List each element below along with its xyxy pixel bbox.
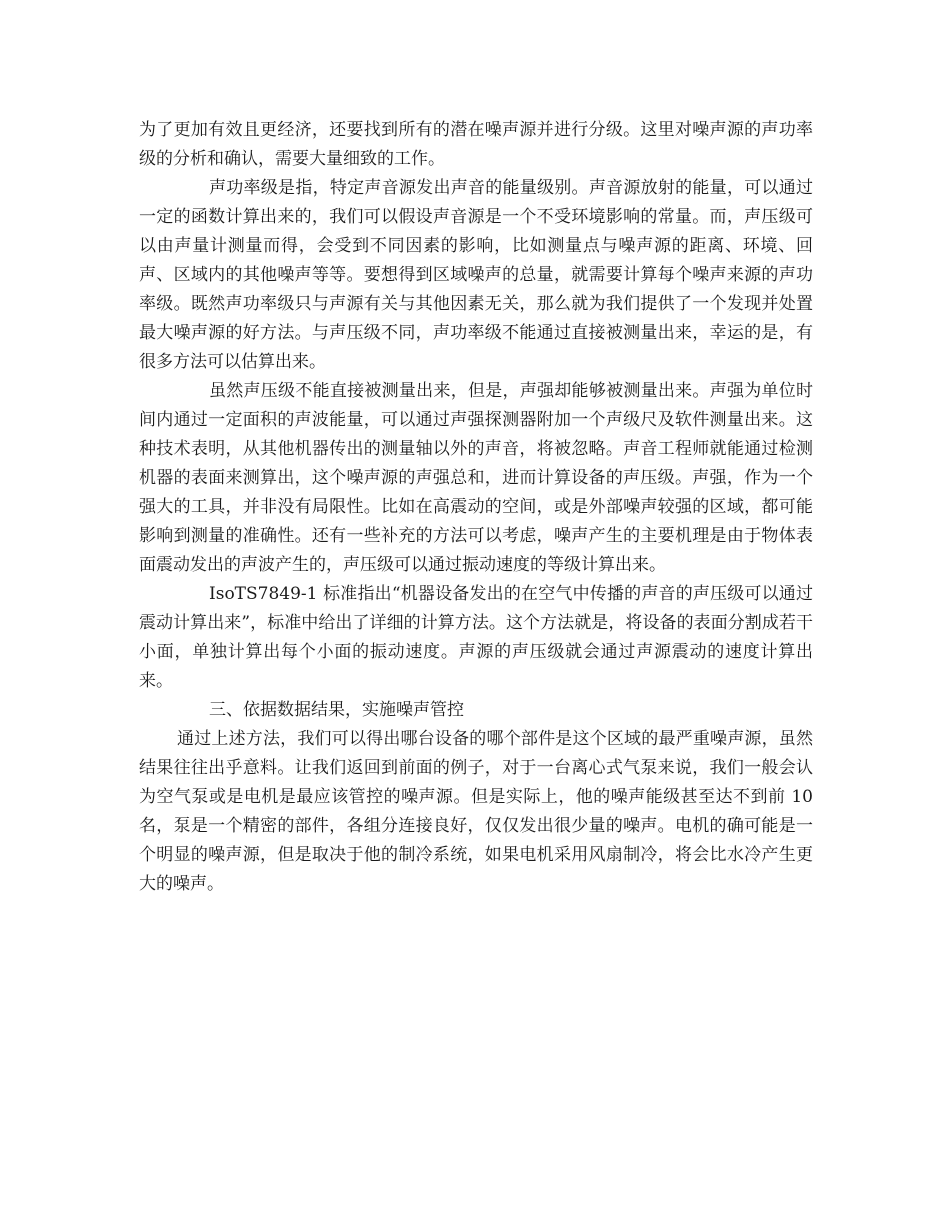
paragraph-noise-control-example: 通过上述方法，我们可以得出哪台设备的哪个部件是这个区域的最严重噪声源，虽然结果往往出乎意料。让我们返回到前面的例子，对于一台离心式气泵来说，我们一般会认为空气泵或是电机是最应该管控的噪声源。但是实际上，他的噪声能级甚至达不到前 10 名，泵是一个精密的部件，各组分连接良好，仅仅发出很少量的噪声。电机的确可能是一个明显的噪声源，但是取决于他的制冷系统，如果电机采用风扇制冷，将会比水冷产生更大的噪声。 <box>139 729 813 894</box>
document-body <box>139 116 813 899</box>
paragraph-sound-intensity: 虽然声压级不能直接被测量出来，但是，声强却能够被测量出来。声强为单位时间内通过一定面积的声波能量，可以通过声强探测器附加一个声级尺及软件测量出来。这种技术表明，从其他机器传出的测量轴以外的声音，将被忽略。声音工程师就能通过检测机器的表面来测算出，这个噪声源的声强总和，进而计算设备的声压级。声强，作为一个强大的工具，并非没有局限性。比如在高震动的空间，或是外部噪声较强的区域，都可能影响到测量的准确性。还有一些补充的方法可以考虑，噪声产生的主要机理是由于物体表面震动发出的声波产生的，声压级可以通过振动速度的等级计算出来。 <box>139 381 813 575</box>
paragraph-iso-standard: IsoTS7849-1 标准指出“机器设备发出的在空气中传播的声音的声压级可以通过震动计算出来”，标准中给出了详细的计算方法。这个方法就是，将设备的表面分割成若干小面，单独计算出每个小面的振动速度。声源的声压级就会通过声源震动的速度计算出来。 <box>139 584 813 691</box>
section-heading-noise-control: 三、依据数据结果，实施噪声管控 <box>209 700 464 720</box>
paragraph-noise-source-grading: 为了更加有效且更经济，还要找到所有的潜在噪声源并进行分级。这里对噪声源的声功率级的分析和确认，需要大量细致的工作。 <box>139 120 813 169</box>
paragraph-sound-power-level: 声功率级是指，特定声音源发出声音的能量级别。声音源放射的能量，可以通过一定的函数计算出来的，我们可以假设声音源是一个不受环境影响的常量。而，声压级可以由声量计测量而得，会受到不同因素的影响，比如测量点与噪声源的距离、环境、回声、区域内的其他噪声等等。要想得到区域噪声的总量，就需要计算每个噪声来源的声功率级。既然声功率级只与声源有关与其他因素无关，那么就为我们提供了一个发现并处置最大噪声源的好方法。与声压级不同，声功率级不能通过直接被测量出来，幸运的是，有很多方法可以估算出来。 <box>139 178 813 372</box>
